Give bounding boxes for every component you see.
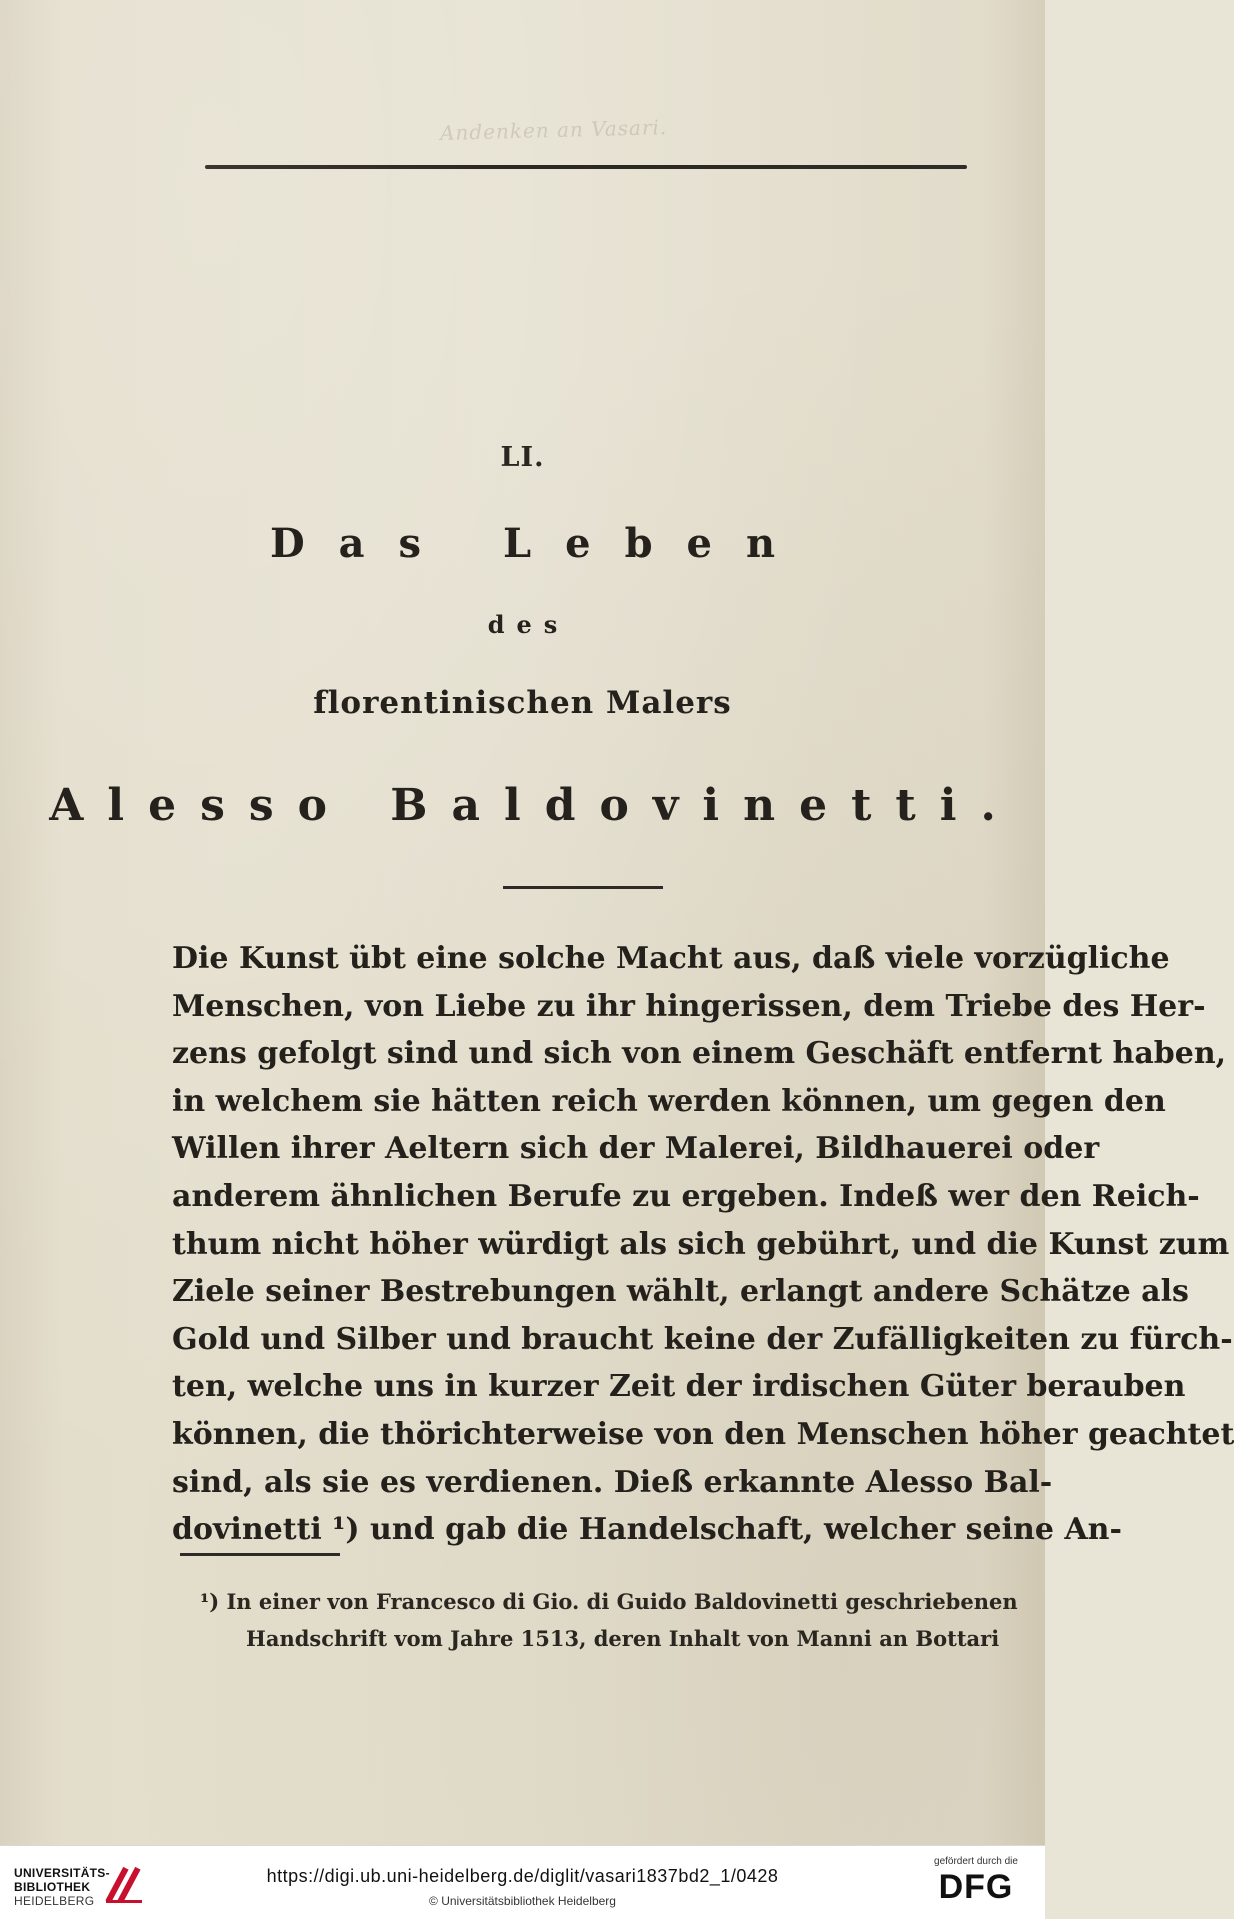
body-text <box>172 935 1234 1554</box>
footnote-line: Handschrift vom Jahre 1513, deren Inhalt von Manni an Bottari <box>246 1626 1000 1651</box>
title-line-1: Das Leben <box>269 520 810 567</box>
body-line: anderem ähnlichen Berufe zu ergeben. Indeß wer den Reich- <box>172 1178 1200 1214</box>
title-line-4: Alesso Baldovinetti. <box>49 780 1020 831</box>
dfg-logo[interactable] <box>921 1856 1031 1914</box>
body-line: können, die thörichterweise von den Menschen höher geachtet <box>172 1416 1234 1452</box>
dfg-supertitle: gefördert durch die <box>934 1856 1018 1867</box>
copyright-notice: © Universitätsbibliothek Heidelberg <box>429 1894 616 1908</box>
body-line: dovinetti ¹) und gab die Handelschaft, welcher seine An- <box>172 1512 1122 1548</box>
footnote <box>200 1583 1018 1657</box>
body-line: Ziele seiner Bestrebungen wählt, erlangt andere Schätze als <box>172 1274 1189 1310</box>
body-line: ten, welche uns in kurzer Zeit der irdischen Güter berauben <box>172 1369 1186 1405</box>
title-divider-rule <box>503 886 663 889</box>
library-name-line-2: BIBLIOTHEK <box>14 1880 91 1894</box>
title-line-2: des <box>487 610 570 639</box>
title-line-3: florentinischen Malers <box>313 685 732 721</box>
dfg-logo-text: DFG <box>938 1868 1014 1906</box>
top-rule <box>205 165 967 169</box>
chapter-number: LI. <box>500 442 545 473</box>
footnote-rule <box>180 1553 340 1556</box>
library-name-line-3: HEIDELBERG <box>14 1894 95 1908</box>
body-line: Gold und Silber und braucht keine der Zufälligkeiten zu fürch- <box>172 1321 1233 1357</box>
body-line: Menschen, von Liebe zu ihr hingerissen, dem Triebe des Her- <box>172 988 1206 1024</box>
footnote-line: ¹) In einer von Francesco di Gio. di Guido Baldovinetti geschriebenen <box>200 1589 1018 1614</box>
page-url-link[interactable]: https://digi.ub.uni-heidelberg.de/diglit/vasari1837bd2_1/0428 <box>266 1866 779 1886</box>
faint-running-header: Andenken an Vasari. <box>439 115 668 145</box>
library-name-line-1: UNIVERSITÄTS- <box>14 1866 110 1880</box>
body-line: Willen ihrer Aeltern sich der Malerei, Bildhauerei oder <box>172 1131 1100 1167</box>
body-line: zens gefolgt sind und sich von einem Geschäft entfernt haben, <box>172 1036 1227 1072</box>
body-line: sind, als sie es verdienen. Dieß erkannte Alesso Bal- <box>172 1464 1053 1500</box>
viewer-footer <box>0 1845 1045 1919</box>
body-line: Die Kunst übt eine solche Macht aus, daß viele vorzügliche <box>172 941 1170 976</box>
body-line: in welchem sie hätten reich werden können, um gegen den <box>172 1083 1166 1119</box>
body-line: thum nicht höher würdigt als sich gebührt, und die Kunst zum <box>172 1226 1230 1262</box>
